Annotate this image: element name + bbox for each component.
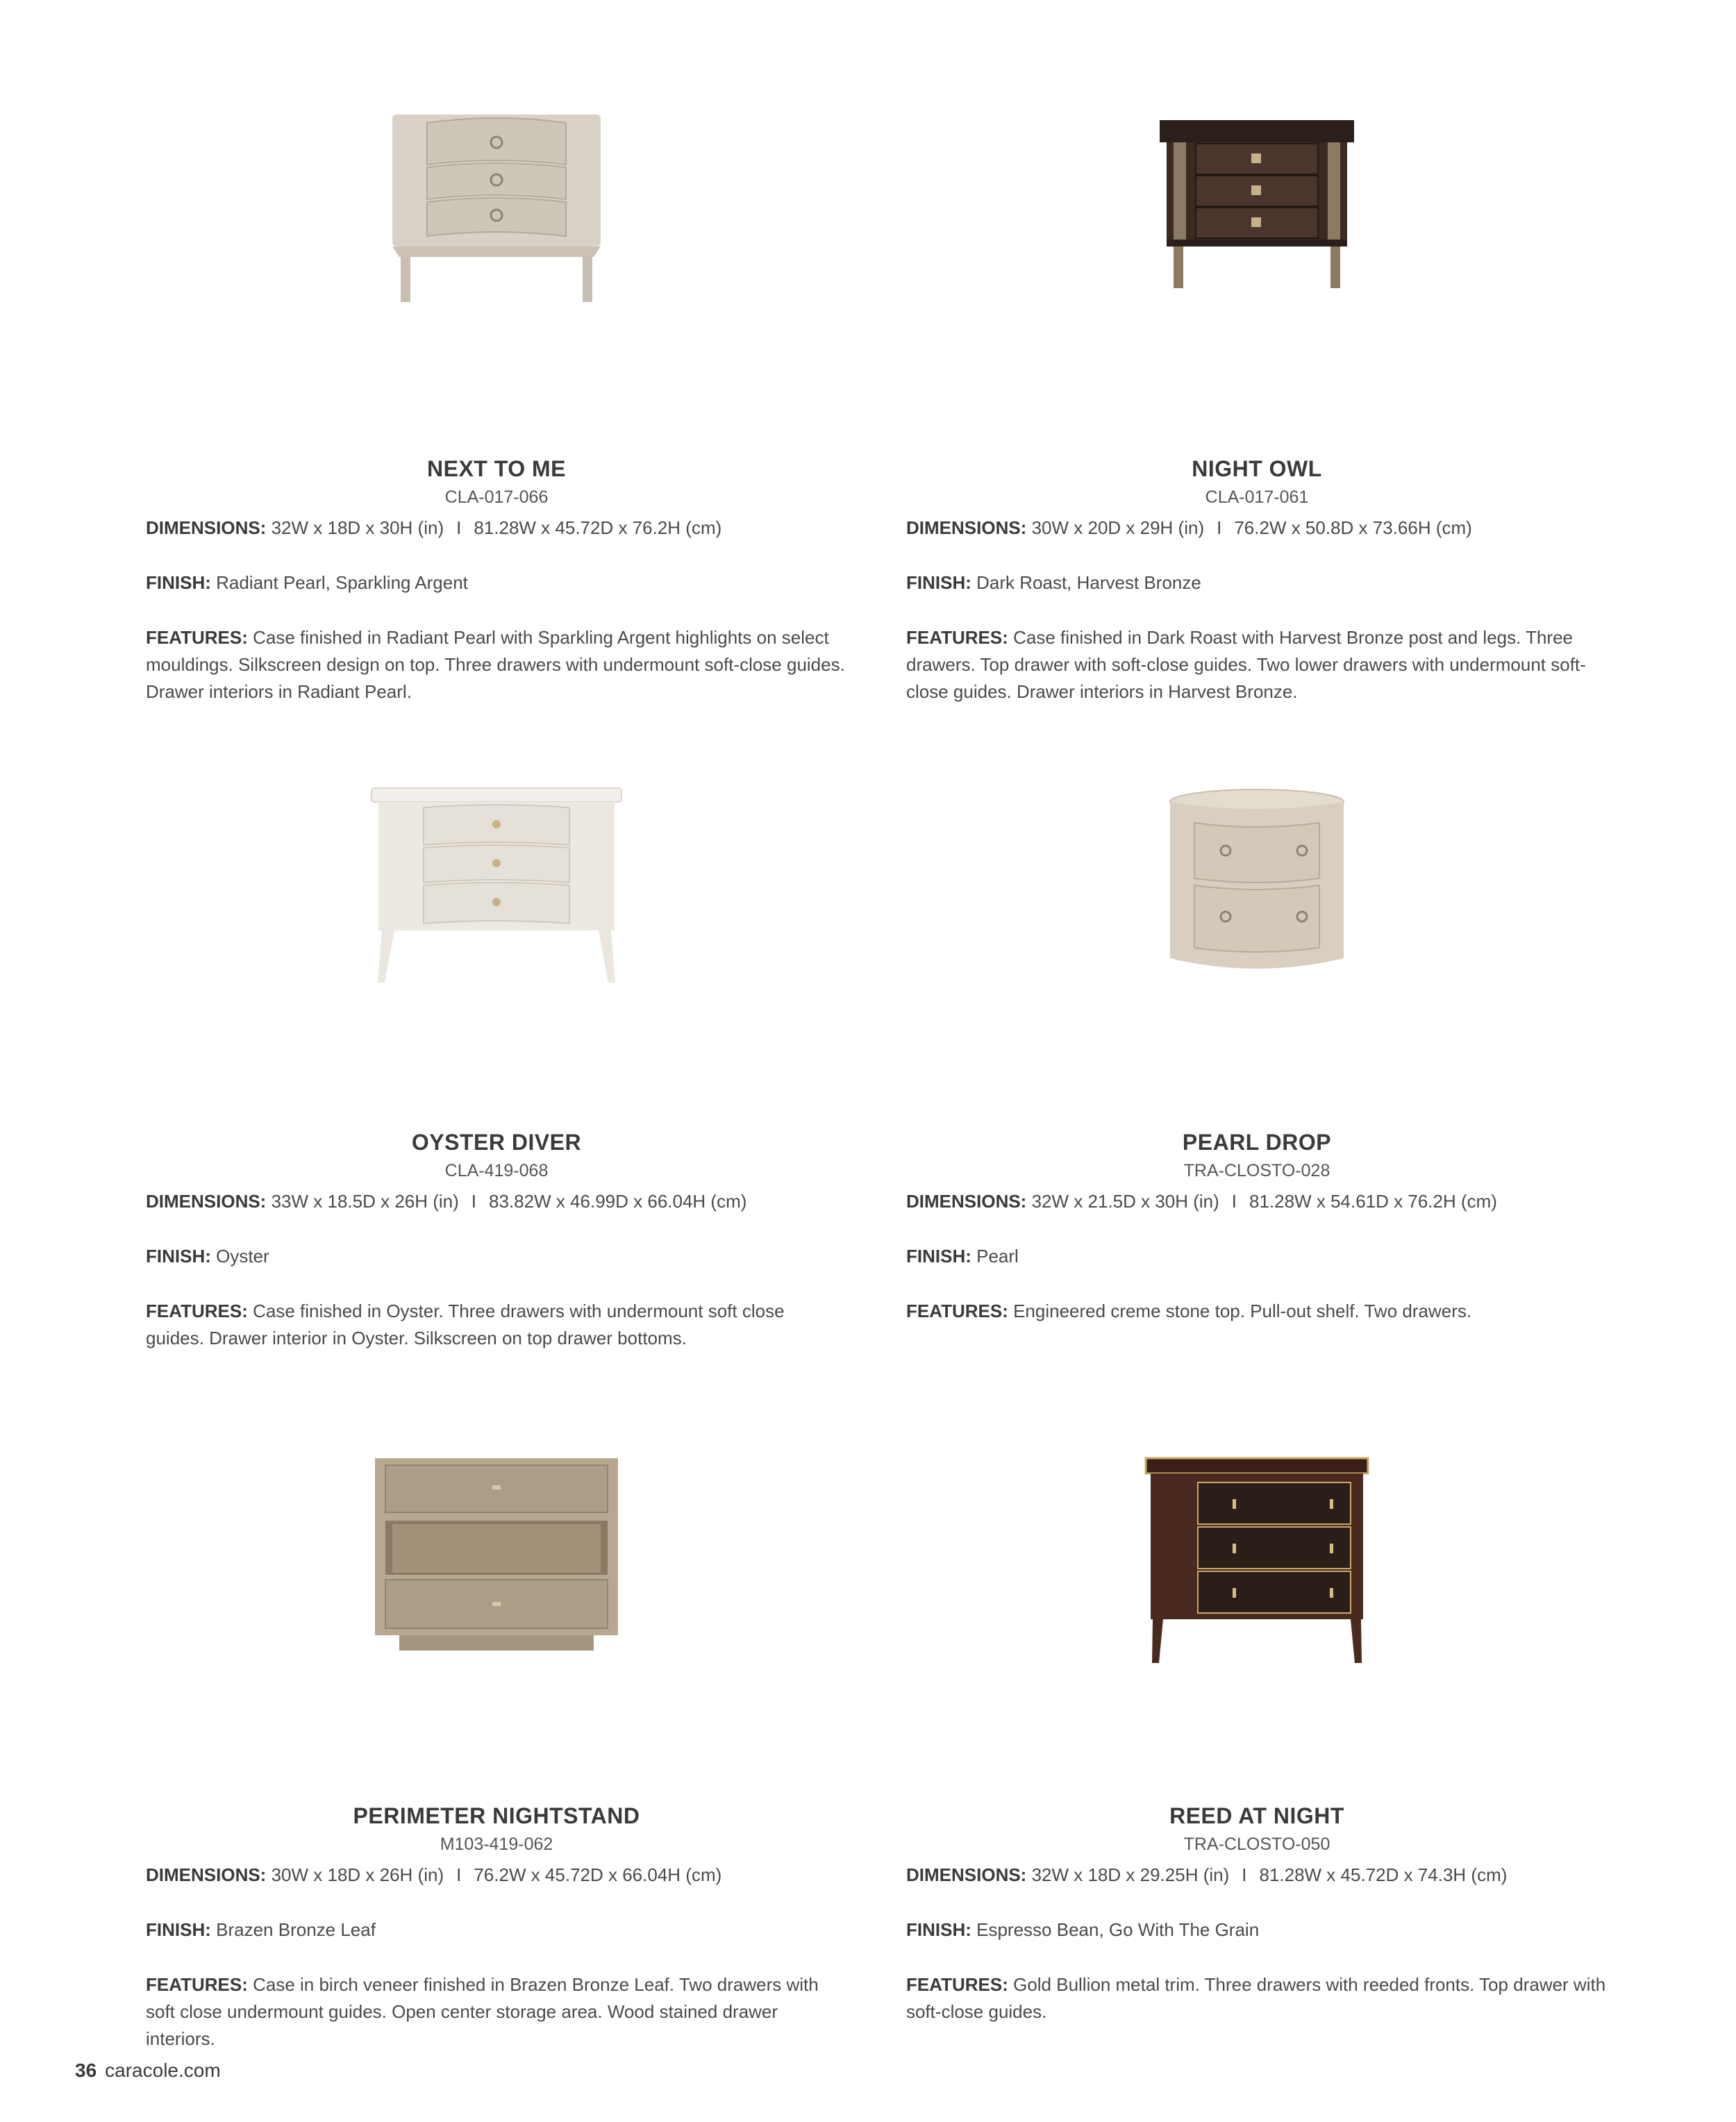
finish-label: FINISH: — [906, 1919, 971, 1940]
dimensions-label: DIMENSIONS: — [906, 1864, 1027, 1885]
dimensions-cm: 81.28W x 45.72D x 76.2H (cm) — [474, 517, 722, 538]
features-text: Engineered creme stone top. Pull-out shelf. Two drawers. — [1013, 1301, 1472, 1321]
finish-label: FINISH: — [146, 1919, 211, 1940]
product-finish — [906, 569, 1608, 596]
product-features — [906, 1298, 1608, 1325]
bronze-open-nightstand-image — [372, 1455, 621, 1656]
product-sku: M103-419-062 — [440, 1835, 553, 1854]
dimensions-inches: 32W x 21.5D x 30H (in) — [1031, 1191, 1219, 1212]
product-features — [146, 1298, 847, 1352]
product-dimensions — [906, 1862, 1608, 1889]
dimension-separator: I — [1217, 517, 1222, 538]
product-finish — [146, 1243, 847, 1270]
product-card-pearl-drop — [906, 781, 1608, 1325]
features-text: Case finished in Oyster. Three drawers with undermount soft close guides. Drawer interior in Oyster. Silkscreen on top drawer bottoms. — [146, 1301, 785, 1348]
product-dimensions — [146, 515, 847, 542]
product-card-night-owl — [906, 108, 1608, 705]
features-label: FEATURES: — [146, 1301, 248, 1321]
dimensions-inches: 30W x 18D x 26H (in) — [271, 1864, 444, 1885]
dark-wood-nightstand-image — [1153, 108, 1361, 295]
product-sku: CLA-017-066 — [444, 487, 549, 507]
dimensions-inches: 30W x 20D x 29H (in) — [1031, 517, 1205, 538]
dimensions-cm: 81.28W x 54.61D x 76.2H (cm) — [1249, 1191, 1497, 1212]
product-name: NIGHT OWL — [1192, 456, 1322, 481]
features-text: Case finished in Radiant Pearl with Sparkling Argent highlights on select mouldings. Silkscreen design on top. Three drawers with undermount soft-close guides. Drawer interiors in Radiant Pearl. — [146, 627, 845, 702]
champagne-bowfront-nightstand-image — [385, 108, 608, 309]
product-features — [146, 1971, 847, 2053]
product-card-oyster-diver — [146, 781, 847, 1352]
white-oyster-nightstand-image — [368, 781, 625, 989]
product-dimensions — [146, 1862, 847, 1889]
product-name: REED AT NIGHT — [1169, 1803, 1344, 1828]
product-dimensions — [146, 1188, 847, 1215]
finish-value: Espresso Bean, Go With The Grain — [976, 1919, 1260, 1940]
website-link[interactable]: caracole.com — [105, 2060, 221, 2081]
dimensions-cm: 83.82W x 46.99D x 66.04H (cm) — [489, 1191, 747, 1212]
product-card-reed-at-night — [906, 1455, 1608, 2025]
dimensions-label: DIMENSIONS: — [906, 517, 1027, 538]
dimensions-label: DIMENSIONS: — [146, 517, 267, 538]
page-footer — [75, 2060, 221, 2082]
product-finish — [906, 1916, 1608, 1944]
product-photo — [906, 781, 1608, 989]
product-dimensions — [906, 515, 1608, 542]
dimensions-inches: 32W x 18D x 30H (in) — [271, 517, 444, 538]
finish-label: FINISH: — [906, 1246, 971, 1267]
dimensions-label: DIMENSIONS: — [906, 1191, 1027, 1212]
product-finish — [146, 1916, 847, 1944]
product-photo — [906, 1455, 1608, 1663]
product-photo — [146, 108, 847, 316]
features-text: Gold Bullion metal trim. Three drawers with reeded fronts. Top drawer with soft-close guides. — [906, 1974, 1606, 2022]
finish-label: FINISH: — [906, 572, 971, 593]
product-photo — [146, 1455, 847, 1663]
product-card-perimeter-nightstand — [146, 1455, 847, 2053]
product-photo — [906, 108, 1608, 316]
dimensions-label: DIMENSIONS: — [146, 1864, 267, 1885]
product-name: PEARL DROP — [1182, 1130, 1332, 1155]
features-label: FEATURES: — [906, 1974, 1008, 1995]
features-label: FEATURES: — [906, 627, 1008, 648]
dimension-separator: I — [456, 1864, 462, 1885]
dimensions-inches: 32W x 18D x 29.25H (in) — [1031, 1864, 1230, 1885]
dimension-separator: I — [471, 1191, 477, 1212]
finish-label: FINISH: — [146, 572, 211, 593]
product-photo — [146, 781, 847, 989]
features-text: Case finished in Dark Roast with Harvest Bronze post and legs. Three drawers. Top drawer with soft-close guides. Two lower drawers with undermount soft-close guides. Drawer interiors in Harvest Bronze. — [906, 627, 1586, 702]
dimension-separator: I — [456, 517, 462, 538]
product-features — [906, 1971, 1608, 2025]
product-finish — [906, 1243, 1608, 1270]
finish-value: Brazen Bronze Leaf — [216, 1919, 376, 1940]
features-label: FEATURES: — [146, 627, 248, 648]
finish-value: Radiant Pearl, Sparkling Argent — [216, 572, 468, 593]
dimensions-inches: 33W x 18.5D x 26H (in) — [271, 1191, 459, 1212]
product-features — [906, 624, 1608, 705]
dimension-separator: I — [1231, 1191, 1237, 1212]
product-card-next-to-me — [146, 108, 847, 705]
product-name: NEXT TO ME — [427, 456, 566, 481]
page-number: 36 — [75, 2060, 97, 2081]
finish-label: FINISH: — [146, 1246, 211, 1267]
features-label: FEATURES: — [906, 1301, 1008, 1321]
finish-value: Oyster — [216, 1246, 269, 1267]
product-features — [146, 624, 847, 705]
features-label: FEATURES: — [146, 1974, 248, 1995]
product-sku: TRA-CLOSTO-028 — [1183, 1161, 1330, 1180]
finish-value: Dark Roast, Harvest Bronze — [976, 572, 1201, 593]
product-sku: CLA-017-061 — [1205, 487, 1309, 507]
product-sku: TRA-CLOSTO-050 — [1183, 1835, 1330, 1854]
product-name: OYSTER DIVER — [411, 1130, 582, 1155]
product-name: PERIMETER NIGHTSTAND — [353, 1803, 640, 1828]
dimensions-cm: 76.2W x 50.8D x 73.66H (cm) — [1234, 517, 1472, 538]
features-text: Case in birch veneer finished in Brazen Bronze Leaf. Two drawers with soft close undermount guides. Open center storage area. Wood stained drawer interiors. — [146, 1974, 819, 2049]
oval-pearl-nightstand-image — [1163, 781, 1351, 983]
product-dimensions — [906, 1188, 1608, 1215]
product-finish — [146, 569, 847, 596]
finish-value: Pearl — [976, 1246, 1019, 1267]
product-sku: CLA-419-068 — [444, 1161, 549, 1180]
dimensions-cm: 81.28W x 45.72D x 74.3H (cm) — [1259, 1864, 1508, 1885]
dimensions-cm: 76.2W x 45.72D x 66.04H (cm) — [474, 1864, 722, 1885]
dimension-separator: I — [1242, 1864, 1247, 1885]
dimensions-label: DIMENSIONS: — [146, 1191, 267, 1212]
espresso-reeded-nightstand-image — [1142, 1455, 1371, 1670]
